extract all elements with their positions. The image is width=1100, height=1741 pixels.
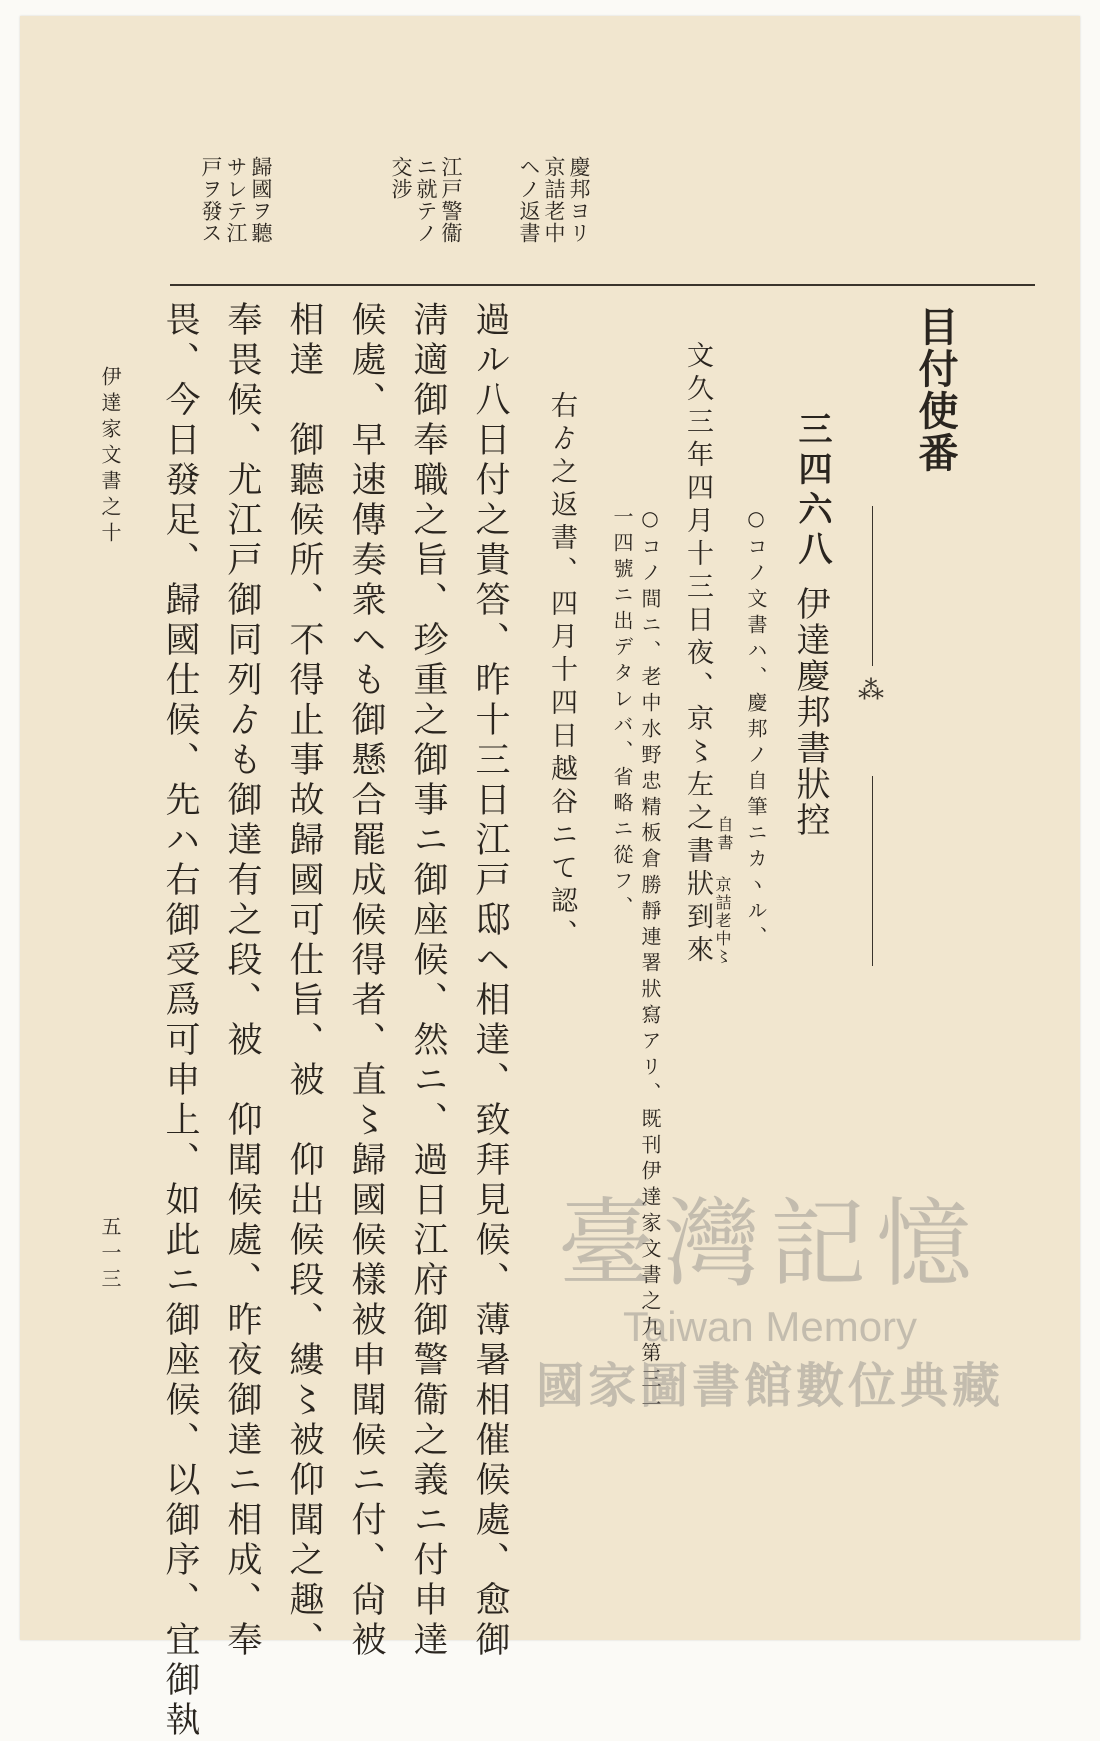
side-note-line: 慶邦ヨリ <box>567 156 591 244</box>
ornament: ⁂ <box>856 676 886 706</box>
watermark-library: 國家圖書館數位典藏 <box>535 1358 1004 1414</box>
body-line-5: 奉畏候、尤江戸御同列ゟも御達有之段、被 仰聞候處、昨夜御達ニ相成、奉 <box>222 301 262 1661</box>
side-note-1 <box>518 156 589 244</box>
date-gloss-recipient: 京詰老中〻 <box>713 876 732 966</box>
body-line-1: 過ル八日付之貴答、昨十三日江戸邸ヘ相達、致拜見候、薄暑相催候處、愈御 <box>470 301 510 1661</box>
header-divider <box>170 284 1035 286</box>
side-note-line: 交涉 <box>389 156 413 200</box>
heading-rule-top <box>872 506 873 666</box>
document-page <box>20 16 1080 1741</box>
side-note-2 <box>390 156 461 244</box>
watermark-english: Taiwan Memory <box>622 1303 918 1350</box>
document-number: 三四六八 <box>792 411 832 571</box>
header-title: 目付使番 <box>912 306 959 474</box>
body-line-6: 畏、今日發足、歸國仕候、先ハ右御受爲可申上、如此ニ御座候、以御序、宜御執 <box>160 301 200 1741</box>
note-omission-line-1: ○コノ間ニ、老中水野忠精板倉勝靜連署狀寫アリ、既刊伊達家文書之九第三一 <box>638 506 662 1420</box>
side-note-line: ニ就テノ <box>414 156 438 244</box>
date-line: 文久三年四月十三日夜、京〻左之書狀到來 <box>682 341 713 968</box>
note-omission-line-2: 一四號ニ出デタレバ、省略ニ從フ、 <box>610 506 634 922</box>
heading-rule-bottom <box>872 776 873 966</box>
side-note-line: サレテ江 <box>224 156 248 244</box>
watermark <box>510 1188 1030 1456</box>
footer-title: 伊達家文書之十 <box>98 366 122 548</box>
side-note-line: 戸ヲ發ス <box>199 156 223 244</box>
date-gloss-autograph: 自書 <box>715 816 734 852</box>
body-line-3: 候處、早速傳奏衆へも御懸合罷成候得者、直〻歸國候樣被申聞候ニ付、尙被 <box>346 301 386 1661</box>
side-note-line: 江戸警衞 <box>439 156 463 244</box>
side-note-3 <box>200 156 271 244</box>
side-note-line: 京詰老中 <box>542 156 566 244</box>
page-number: 五一三 <box>98 1216 122 1294</box>
side-note-line: 歸國ヲ聽 <box>249 156 273 244</box>
note-autograph: ○コノ文書ハ、慶邦ノ自筆ニカヽル、 <box>744 506 768 952</box>
reply-line: 右ゟ之返書、四月十四日越谷ニて認、 <box>546 391 577 952</box>
side-note-line: ヘノ返書 <box>517 156 541 244</box>
body-line-2: 淸適御奉職之旨、珍重之御事ニ御座候、然ニ、過日江府御警衞之義ニ付申達 <box>408 301 448 1661</box>
document-heading: 伊達慶邦書狀控 <box>790 586 830 838</box>
watermark-chinese: 臺灣記憶 <box>558 1188 982 1300</box>
body-line-4: 相達 御聽候所、不得止事故歸國可仕旨、被 仰出候段、縷〻被仰聞之趣、 <box>284 301 324 1661</box>
